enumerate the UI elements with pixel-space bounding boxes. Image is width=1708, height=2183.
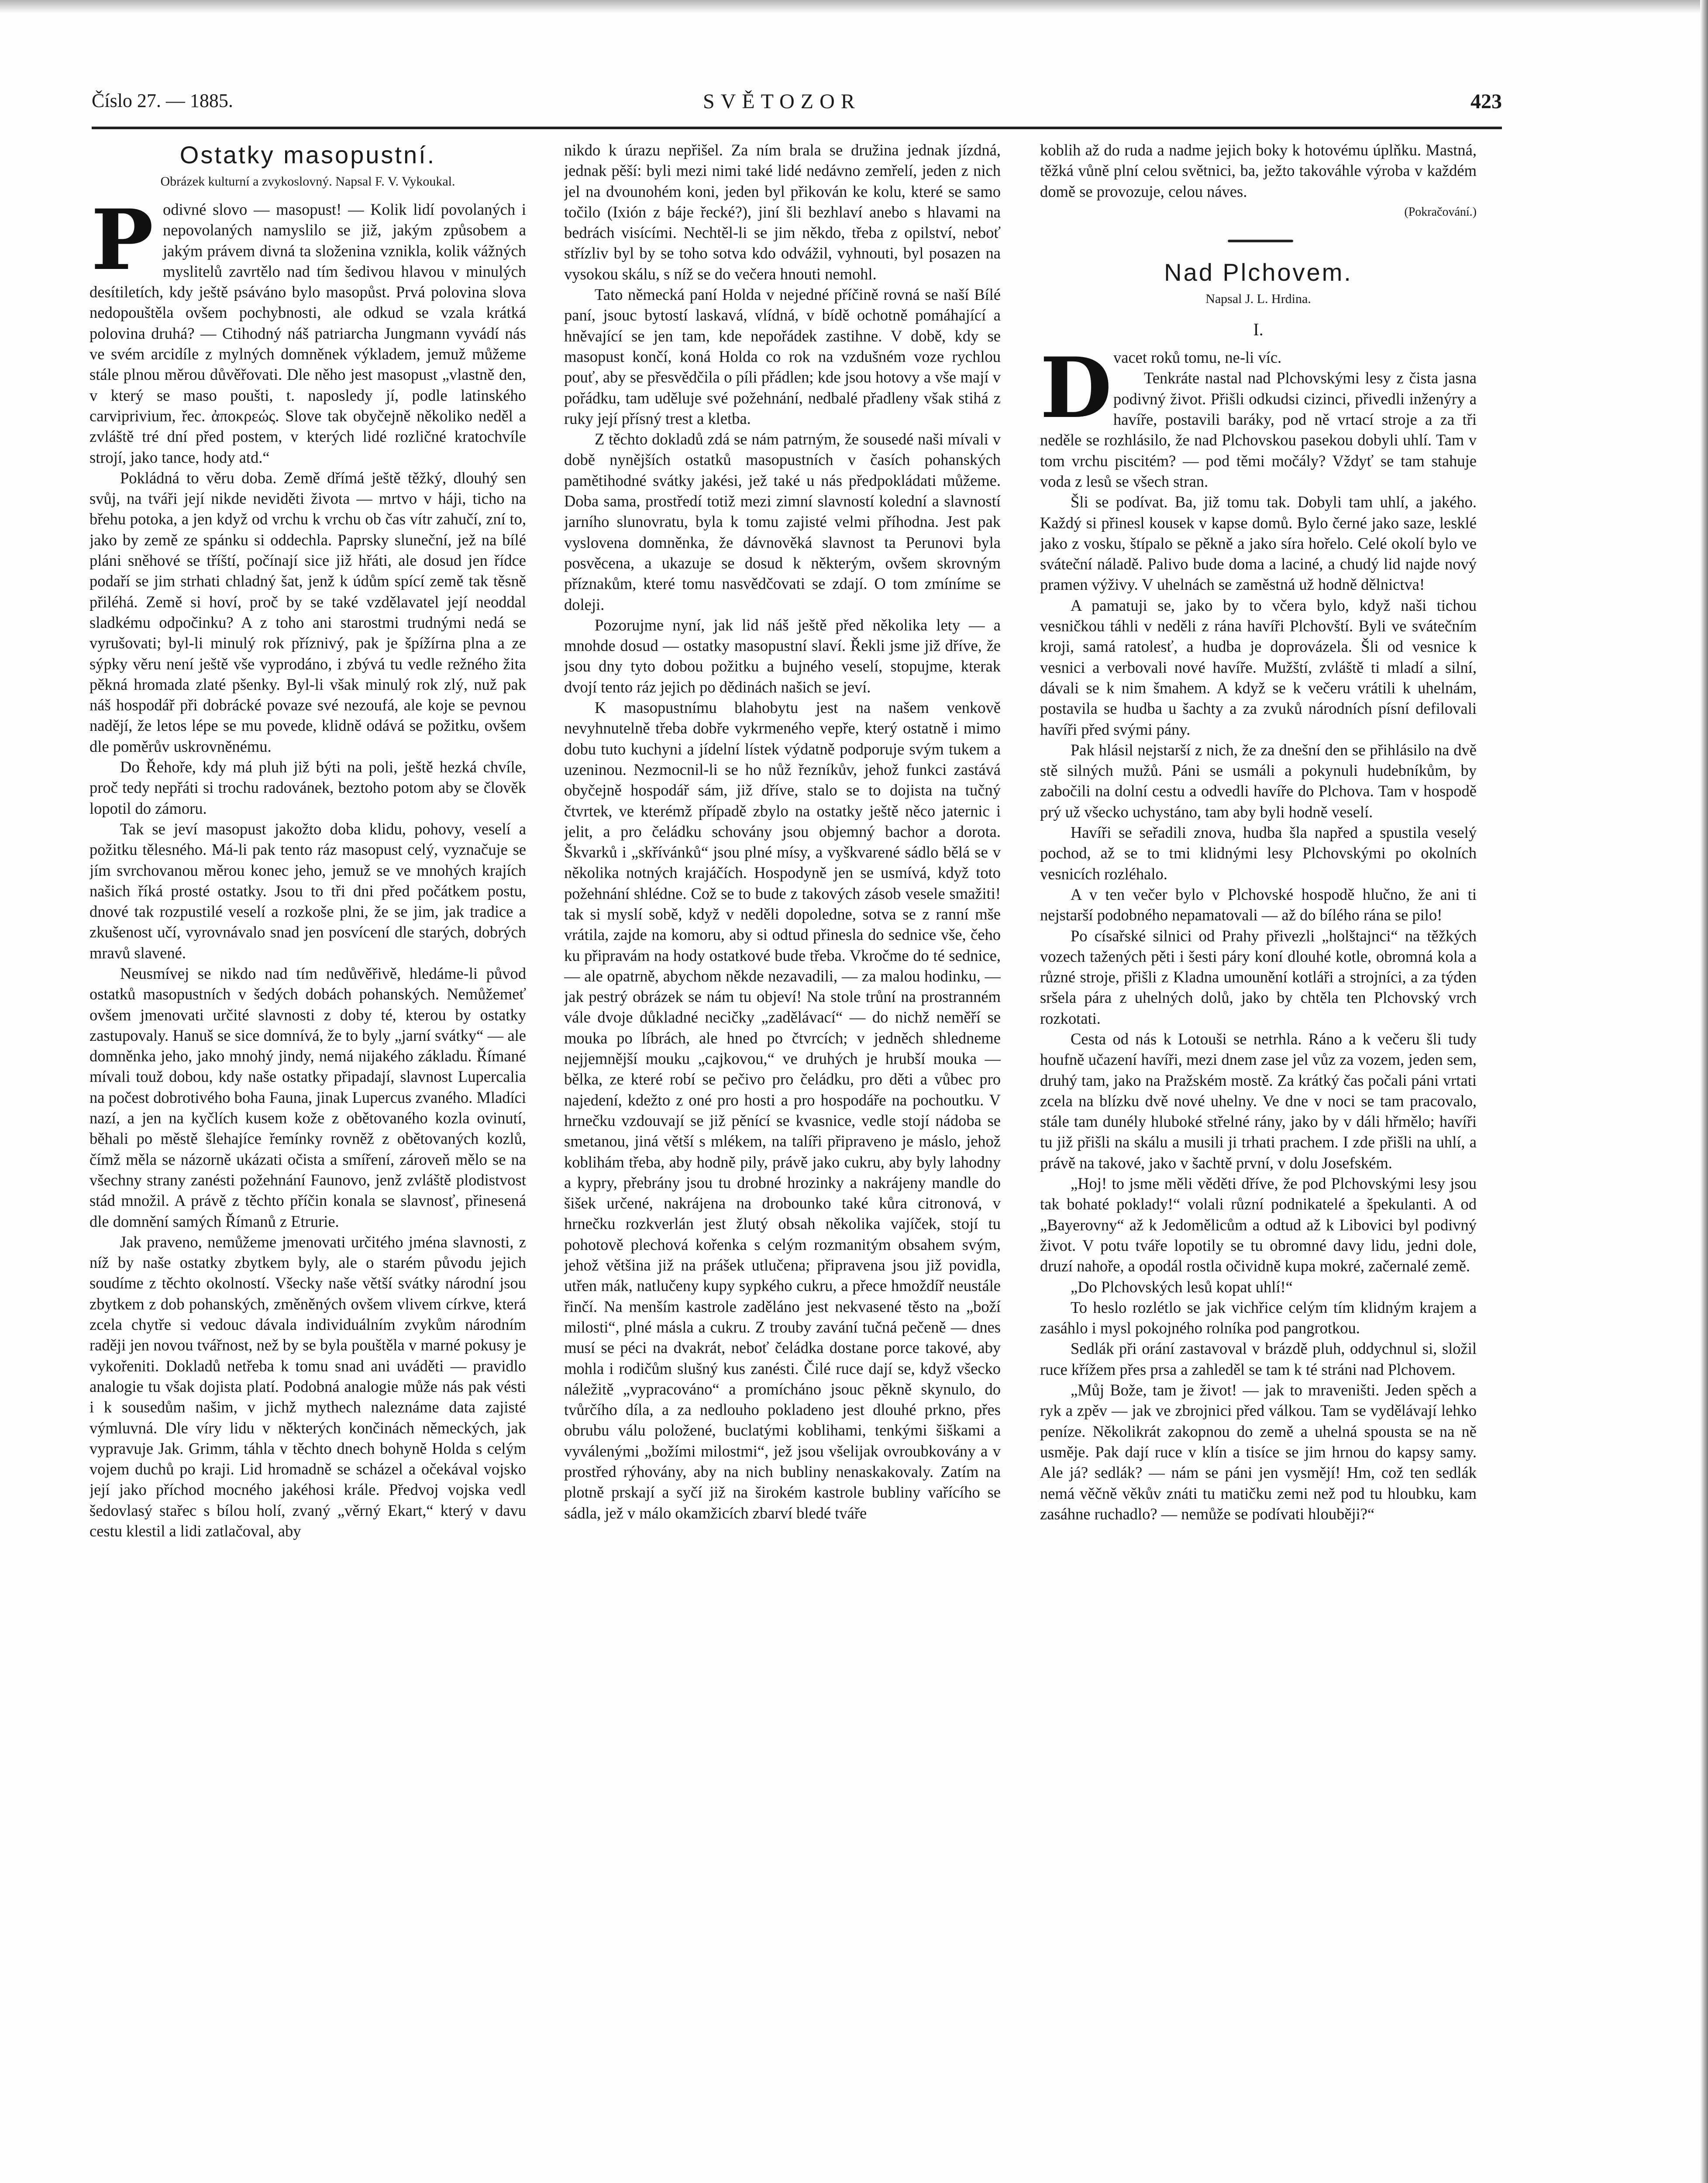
article-subtitle: Obrázek kulturní a zvykoslovný. Napsal F. V. Vykoukal. bbox=[160, 174, 455, 189]
paragraph: Šli se podívat. Ba, již tomu tak. Dobyli tam uhlí, a jakého. Každý si přinesl kousek v kapse domů. Bylo černé jako saze, lesklé jako z vosku, štípalo se pěkně a jako síra hořelo. Celé okolí bylo ve sváteční náladě. Palivo bude doma a laciné, a chudý lid najde nový pramen výživy. V uhelnách se zaměstná už hodně dělnictva! bbox=[1040, 493, 1477, 594]
page-number: 423 bbox=[1470, 90, 1502, 113]
paragraph: „Můj Bože, tam je život! — jak to mraveništi. Jeden spěch a ryk a zpěv — jak ve zbrojnici před válkou. Tam se vydělávají lehko peníze. Několikrát zakopnou do země a uhelná spousta se na ně usměje. Pak dají ruce v klín a tisíce se jim hrnou do kapsy samy. Ale já? sedlák? — nám se páni jen vysmějí! Hm, což ten sedlák nemá věčně věkův znáti tu matičku zemi než pod tu hloubku, kam zasáhne ruchadlo? — nemůže se podívati hlouběji?“ bbox=[1040, 1381, 1477, 1523]
paragraph: Tak se jeví masopust jakožto doba klidu, pohovy, veselí a požitku tělesného. Má-li pak tento ráz masopust celý, vyznačuje se jím svrchovanou měrou konec jeho, jemuž se ve mnohých krajích našich říká prosté ostatky. Jsou to tři dni před počátkem postu, dnové tak rozpustilé veselí a rozkoše plni, že se jim, jak tradice a zkušenost učí, vyrovnávalo snad jen posvícení dle starých, dobrých mravů slavené. bbox=[90, 819, 526, 962]
paragraph: Neusmívej se nikdo nad tím nedůvěřivě, hledáme-li původ ostatků masopustních v šedých dobách pohanských. Nemůžemeť ovšem jmenovati určité slavnosti z doby té, kterou by ostatky zastupovaly. Hanuš se sice domnívá, že to byly „jarní svátky“ — ale domněnka jeho, jako mnohý jindy, nemá nijakého základu. Římané mívali touž dobou, kdy naše ostatky připadají, slavnost Lupercalia na počest dobrotivého boha Fauna, jinak Lupercus zvaného. Mladíci nazí, a jen na kyčlích kusem kože z obětovaného kozla ovinutí, běhali po městě šlehajíce řemínky rovněž z obětovaných kozlů, čímž měla se názorně ukázati očista a smíření, zároveň mělo se na všechny strany zanésti požehnání Faunovo, jenž zvláště plodistvost stád množil. A právě z těchto příčin konala se slavnosť, přinesená dle domnění samých Římanů z Etrurie. bbox=[90, 964, 526, 1230]
paragraph: Pak hlásil nejstarší z nich, že za dnešní den se přihlásilo na dvě stě silných mužů. Páni se usmáli a pokynuli hudebníkům, by zabočili na dolní cestu a odvedli havíře do Plchova. Tam v hospodě prý už všecko uchystáno, tam aby byli hodně veselí. bbox=[1040, 740, 1477, 821]
paragraph: Cesta od nás k Lotouši se netrhla. Ráno a k večeru šli tudy houfně učazení havíři, mezi dnem zase jel vůz za vozem, jeden sem, druhý tam, jako na Pražském mostě. Za krátký čas počali páni vrtati zcela na blízku dvě nové uhelny. Ve dne v noci se tam pracovalo, stále tam dunély hluboké střelné rány, jako by v dáli hřmělo; havíři tu již přišli na skálu a musili ji trhati prachem. I zde přišli na uhlí, a právě na takové, jako v šachtě první, v dolu Josefském. bbox=[1040, 1030, 1477, 1172]
magazine-title: SVĚTOZOR bbox=[703, 90, 861, 113]
scan-top-edge bbox=[0, 0, 1708, 13]
paragraph: To heslo rozlétlo se jak vichřice celým tím klidným krajem a zasáhlo i mysl pokojného rolníka pod pangrotkou. bbox=[1040, 1298, 1477, 1337]
paragraph: Do Řehoře, kdy má pluh již býti na poli, ještě hezká chvíle, proč tedy nepřáti si trochu radovánek, beztoho potom aby se člověk lopotil do zámoru. bbox=[90, 758, 526, 817]
column-2 bbox=[564, 140, 1001, 2166]
paragraph: Tato německá paní Holda v nejedné příčině rovná se naší Bílé paní, jsouc bytostí laskavá, vlídná, v bídě ochotně pomáhající a hněvající se jen tam, kde nepořádek zastihne. V době, kdy se masopust končí, koná Holda co rok na vzdušném voze rychlou pouť, aby se přesvědčila o píli přádlen; kde jsou hotovy a vše mají v pořádku, tam uděluje své požehnání, nedbalé přadleny však stihá z ruky její přísný trest a kletba. bbox=[564, 286, 1001, 427]
header-rule bbox=[92, 127, 1502, 129]
chapter-number: I. bbox=[1253, 320, 1264, 340]
article-subtitle: Napsal J. L. Hrdina. bbox=[1205, 292, 1311, 306]
paragraph: „Do Plchovských lesů kopat uhlí!“ bbox=[1071, 1277, 1293, 1296]
article-title: Ostatky masopustní. bbox=[179, 141, 436, 169]
continued-note: (Pokračování.) bbox=[1404, 205, 1477, 219]
issue-number: Číslo 27. — 1885. bbox=[92, 90, 233, 111]
column-1 bbox=[90, 140, 526, 2166]
paragraph: vacet roků tomu, ne-li víc. bbox=[1113, 348, 1282, 367]
paragraph: A v ten večer bylo v Plchovské hospodě hlučno, že ani ti nejstarší podobného nepamatovali — až do bílého rána se pilo! bbox=[1040, 885, 1477, 924]
paragraph: Pokládná to věru doba. Země dřímá ještě těžký, dlouhý sen svůj, na tváři její nikde neviděti života — mrtvo v háji, ticho na břehu potoka, a jen když od vrchu k vrchu ob čas vítr zahučí, zní to, jako by země ze spánku si oddechla. Paprsky sluneční, jež na bílé pláni sněhové se tříští, počínají sice již hřáti, ale dosud jen řídce podaří se jim strhati chladný šat, jenž k údům spící země tak těsně přiléhá. Země si hoví, proč by se také vzdělavatel její neoddal sladkému odpočinku? A z toho ani starostmi trudnými nedá se vyrušovati; byl-li minulý rok příznivý, pak je špížírna plna a ze sýpky věru není ještě vše vyprodáno, i zbývá tu vedle režného žita pěkná hromada zlaté pšenky. Byl-li však minulý rok zlý, nuž pak náš hospodář při dobrácké povaze své nezoufá, ale koje se pevnou nadějí, že letos lépe se mu povede, klidně odává se požitku, ovšem dle poměrův uskrovněnému. bbox=[90, 468, 526, 755]
paragraph: Pozorujme nyní, jak lid náš ještě před několika lety — a mnohde dosud — ostatky masopustní slaví. Řekli jsme již dříve, že jsou dny tyto dobou požitku a bujného veselí, stopujme, kterak dvojí tento ráz jejich po dědinách našich se jeví. bbox=[564, 616, 1001, 696]
divider-ornament bbox=[1228, 240, 1293, 242]
paragraph: Jak praveno, nemůžeme jmenovati určitého jména slavnosti, z níž by naše ostatky zbytkem byly, ale o starém původu jejich soudíme z těchto okolností. Všecky naše větší svátky národní jsou zbytkem z dob pohanských, změněných ovšem vlivem církve, která zcela chytře si vedouc dávala individuálním zvykům národním raději jen novou tvářnost, než by se byla pouštěla v marné pokusy je vykořeniti. Dokladů netřeba k tomu snad ani uváděti — pravidlo analogie tu však dojista platí. Podobná analogie může nás pak vésti i k sousedům našim, v jichž mythech naleznáme data zajisté výmluvná. Dle víry lidu v některých končinách německých, jak vypravuje Jak. Grimm, táhla v těchto dnech bohyně Holda s celým vojem duchů po kraji. Lid hromadně se scházel a očekával vojsko její jako příchod mocného jakéhosi krále. Předvoj vojska vedl šedovlasý stařec s bílou holí, zvaný „věrný Ekart,“ který v davu cestu klestil a lidi zatlačoval, aby bbox=[90, 1233, 526, 1540]
section-divider bbox=[1040, 222, 1477, 257]
article-title: Nad Plchovem. bbox=[1164, 258, 1353, 286]
paragraph: odivné slovo — masopust! — Kolik lidí povolaných i nepovolaných namyslilo se již, jakým způsobem a jakým právem divná ta složenina vznikla, kolik vážných myslitelů zavrtělo nad tím šedivou hlavou v minulých desítiletích, kdy ještě psáváno bylo masopůst. Prvá polovina slova nedopouštěla ovšem pochybnosti, ale odkud se vzala krátká polovina druhá? — Ctihodný náš patriarcha Jungmann vyvádí nás ve svém arcidíle z mylných domněnek výkladem, jemuž můžeme stále plnou měrou důvěřovati. Dle něho jest masopust „vlastně den, v který se maso poušti, t. naposledy jí, podle latinského carviprivium, řec. ἀποκρεώς. Slove tak obyčejně několiko neděl a zvláště tré dní před postem, v kterých lidé rozličné kratochvíle strojí, jako tance, hody atd.“ bbox=[90, 200, 526, 466]
scan-right-edge bbox=[1700, 0, 1708, 2183]
paragraph: K masopustnímu blahobytu jest na našem venkově nevyhnutelně třeba dobře vykrmeného vepře, který ostatně i mimo dobu tuto kuchyni a jídelní lístek výdatně podporuje svým tukem a uzeninou. Nezmocnil-li se ho nůž řezníkův, jehož funkci zastává obyčejně hospodář sám, již dříve, stalo se to dojista na tučný čtvrtek, ve kterémž případě zbylo na ostatky ještě něco jaternic i jelit, a pro čeládku schovány jsou objemný bachor a dorota. Škvarků i „skřívánků“ jsou plné mísy, a vyškvarené sádlo bělá se v několika notných krajáčích. Hospodyně jen se usmívá, když toto požehnání shlédne. Což se to bude z takových zásob vesele smažiti! tak si myslí sobě, když v neděli dopoledne, sotva se z ranní mše vrátila, zajde na komoru, aby si odtud přinesla do sednice vše, čeho ku připravám na hody ostatkové bude třeba. Vkročme do té sednice, — ale opatrně, abychom někde nezavadili, — za malou hodinku, — jak pestrý obrázek se nám tu objeví! Na stole trůní na prostranném vále dvoje důkladné necičky „zadělávací“ — do nichž neměří se mouka po líbrách, ale hned po čtvrcích; v jedněch shledneme nejjemnější mouku „cajkovou,“ ve druhých je hrubší mouka — bělka, ze které robí se pečivo pro čeládku, pro děti a vůbec pro najedení, kdežto z oné pro hosti a pro hospodáře na pochoutku. V hrnečku vzdouvají se již pěnící se kvasnice, vedle stojí nádoba se smetanou, jiná větší s mlékem, na talíři připraveno je máslo, jehož koblihám třeba, aby hodně pily, právě jako cukru, aby byly lahodny a kypry, přebrány jsou tu drobné hrozinky a nakrájeny mandle do šišek určené, nakrájena na drobounko také kůra citronová, v hrnečku rozkverlán jest žlutý obsah několika vajíček, stojí tu pohotově plechová kořenka s celým rozmanitým obsahem svým, jehož většina již na prášek utlučena; připravena jsou již povidla, utřen mák, natlučeny kupy sypkého cukru, a přece hmoždíř neustále řinčí. Na menším kastrole zaděláno jest nekvasené těsto na „boží milosti“, plné másla a cukru. Z trouby zavání tučná pečeně — dnes musí se péci na dvakrát, neboť čeládka dostane porce takové, aby mohla i rodičům slušný kus zanésti. Čilé ruce dají se, když všecko náležitě „vypracováno“ a promícháno jsouc pěkně skynulo, do tvůrčího díla, a za nedlouho pokladeno jest dlouhé prkno, přes obrubu válu položené, buclatými koblihami, tenkými šiškami a vyválenými „božími milostmi“, jež jsou všelijak ovroubkovány a v prostřed rýhovány, aby na nich bubliny nenaskakovaly. Zatím na plotně prskají a syčí již na širokém kastrole bubliny vařícího se sádla, jež v málo okamžicích zbarví bledé tváře bbox=[564, 699, 1001, 1522]
paragraph: Sedlák při orání zastavoval v brázdě pluh, oddychnul si, složil ruce křížem přes prsa a zahleděl se tam k té stráni nad Plchovem. bbox=[1040, 1339, 1477, 1378]
paragraph: nikdo k úrazu nepřišel. Za ním brala se družina jednak jízdná, jednak pěší: byli mezi nimi také lidé nedávno zemřelí, jeden z nich jel na dvounohém koni, jeden byl přikován ke kolu, které se samo točilo (Ixión z báje řecké?), jiní šli bezhlaví anebo s hlavami na bedrách visícími. Nechtěl-li se jim někdo, třeba z opilství, neboť střízliv byl by se toho sotva kdo odvážil, vyhnouti, byl posazen na vysokou skálu, s níž se do večera hnouti nemohl. bbox=[564, 141, 1001, 283]
paragraph: Tenkráte nastal nad Plchovskými lesy z čista jasna podivný život. Přišli odkudsi cizinci, přivedli inženýry a havíře, postavili baráky, pod ně vrtací stroje a za tři neděle se rozhlásilo, že nad Plchovskou pasekou dobyli uhlí. Tam v tom vrchu piscitém? — pod těmi močály? Vždyť se tam stahuje voda z lesů se všech stran. bbox=[1040, 369, 1477, 490]
paragraph: Havíři se seřadili znova, hudba šla napřed a spustila veselý pochod, až se to tmi klidnými lesy Plchovskými po okolních vesnicích rozléhalo. bbox=[1040, 823, 1477, 883]
dropcap-letter: D bbox=[1040, 339, 1112, 437]
page-header bbox=[92, 90, 1502, 116]
paragraph: „Hoj! to jsme měli věděti dříve, že pod Plchovskými lesy jsou tak bohaté poklady!“ volali různí podnikatelé a špekulanti. A od „Bayerovny“ až k Jedomělicům a odtud až k Libovici byl podivný život. V potu tváře lopotily se tu obromné davy lidu, jedni dole, druzí nahoře, a opodál rostla očividně kupa mokré, začernalé země. bbox=[1040, 1174, 1477, 1275]
paragraph: Po císařské silnici od Prahy přivezli „holštajnci“ na těžkých vozech tažených pěti i šesti páry koní dlouhé kotle, obromná kola a různé stroje, přišli z Kladna umounění kotláři a strojníci, a za týden sršela pára z uhelných dolů, jako by chtěla ten Plchovský vrch rozkotati. bbox=[1040, 926, 1477, 1027]
paragraph-continued: koblih až do ruda a nadme jejich boky k hotovému úplňku. Mastná, těžká vůně plní celou světnici, ba, ježto takováhle výroba v každém domě se provozuje, celou náves. bbox=[1040, 141, 1477, 200]
paragraph: A pamatuji se, jako by to včera bylo, když naši tichou vesničkou táhli v neděli z rána havíři Plchovští. Byli ve svátečním kroji, samá ratolesť, a hudba je doprovázela. Šli od vesnice k vesnici a verbovali nové havíře. Mužští, zvláště ti mladí a silní, dávali se k nim šmahem. A když se k večeru vrátili k uhelnám, postavila se hudba u šachty a za zvuků národních písní defilovali havíři před svými pány. bbox=[1040, 596, 1477, 738]
dropcap-letter: P bbox=[91, 191, 154, 289]
paragraph: Z těchto dokladů zdá se nám patrným, že sousedé naši mívali v době nynějších ostatků masopustních v časích pohanských pamětihodné svátky jakési, jež také u nás předpokládati můžeme. Doba sama, prostředí totiž mezi zimní slavností kolední a slavností jarního slunovratu, byla k tomu zajisté velmi příhodna. Jest pak vyslovena domněnka, že dávnověká slavnost ta Perunovi byla posvěcena, a ukazuje se dosud k některým, ovšem skrovným příznakům, které tomu nasvědčovati se zdají. O tom zmíníme se doleji. bbox=[564, 430, 1001, 613]
column-3 bbox=[1040, 140, 1477, 2166]
